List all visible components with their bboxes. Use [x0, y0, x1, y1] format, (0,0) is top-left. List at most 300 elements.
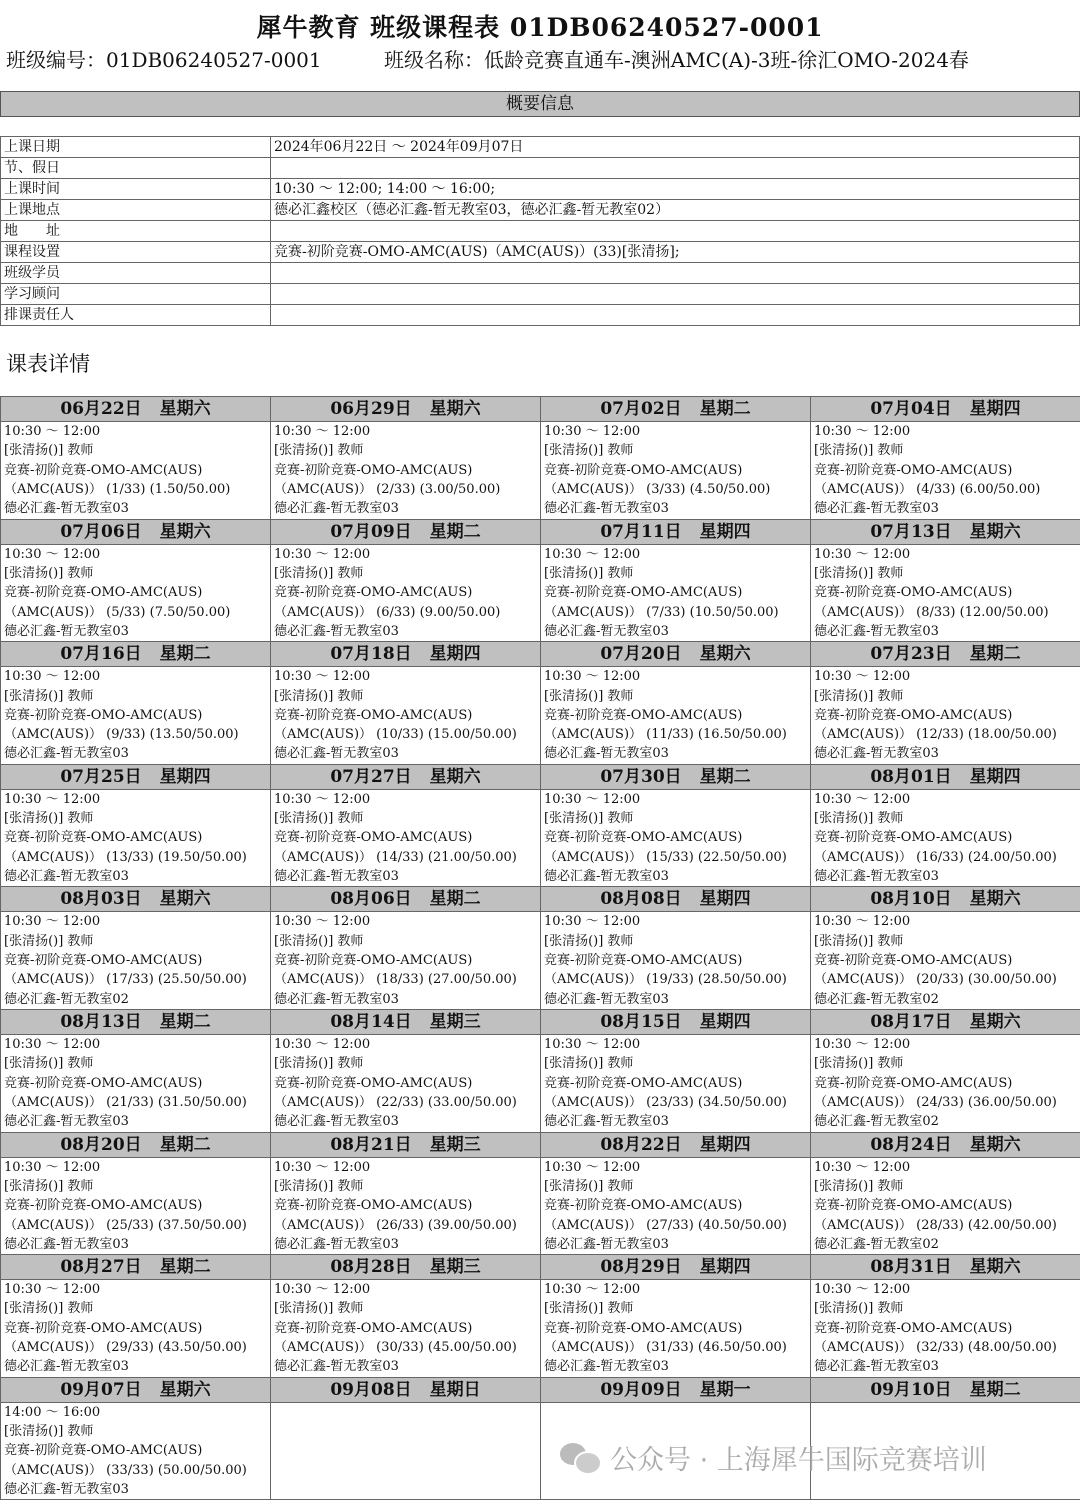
session-weekday: 星期六: [969, 521, 1021, 542]
session-progress: （AMC(AUS)） (10/33) (15.00/50.00): [274, 727, 517, 743]
class-code: 班级编号：01DB06240527-0001: [6, 48, 322, 72]
class-header: [6, 44, 1025, 73]
session-time: 14:00 ～ 16:00: [4, 1404, 101, 1420]
session-weekday: 星期二: [699, 399, 751, 419]
session-room: 德必汇鑫-暂无教室03: [274, 501, 399, 517]
schedule-cell-header: [811, 520, 1080, 545]
session-time: 10:30 ～ 12:00: [274, 1159, 371, 1175]
session-weekday: 星期六: [969, 1257, 1021, 1278]
schedule-cell: [0, 1132, 271, 1256]
session-time: 10:30 ～ 12:00: [814, 791, 911, 807]
session-progress: （AMC(AUS)） (19/33) (28.50/50.00): [544, 972, 787, 988]
session-date: 08月21日: [330, 1134, 412, 1155]
schedule-cell: [540, 641, 811, 765]
schedule-cell-header: [811, 1010, 1080, 1035]
session-progress: （AMC(AUS)） (4/33) (6.00/50.00): [814, 481, 1041, 497]
overview-row: [1, 200, 1080, 221]
schedule-cell-header: [271, 397, 540, 422]
session-progress: （AMC(AUS)） (26/33) (39.00/50.00): [274, 1217, 517, 1233]
schedule-cell: [540, 519, 811, 643]
session-teacher: [张清扬()] 教师: [4, 1301, 94, 1317]
schedule-cell: [540, 886, 811, 1010]
overview-label: 学习顾问: [1, 284, 271, 305]
session-room: 德必汇鑫-暂无教室02: [814, 1114, 939, 1130]
session-teacher: [张清扬()] 教师: [4, 1424, 94, 1440]
session-room: 德必汇鑫-暂无教室03: [4, 501, 129, 517]
session-room: 德必汇鑫-暂无教室03: [814, 746, 939, 762]
schedule-cell-header: [271, 765, 540, 790]
session-weekday: 星期六: [969, 1134, 1021, 1155]
schedule-cell: [810, 1254, 1080, 1378]
session-teacher: [张清扬()] 教师: [544, 811, 634, 827]
session-time: 10:30 ～ 12:00: [814, 1159, 911, 1175]
session-weekday: 星期三: [429, 1257, 481, 1278]
schedule-cell-header: [271, 1010, 540, 1035]
session-date: 09月08日: [330, 1379, 412, 1400]
session-room: 德必汇鑫-暂无教室03: [544, 623, 669, 639]
session-progress: （AMC(AUS)） (5/33) (7.50/50.00): [4, 604, 231, 620]
session-date: 09月07日: [60, 1379, 142, 1400]
overview-row: [1, 137, 1080, 158]
schedule-cell: [270, 886, 541, 1010]
session-weekday: 星期六: [699, 644, 751, 665]
overview-value: 10:30 ～ 12:00; 14:00 ～ 16:00;: [271, 179, 1080, 200]
session-teacher: [张清扬()] 教师: [814, 443, 904, 459]
session-date: 07月02日: [600, 399, 682, 419]
schedule-cell: [270, 519, 541, 643]
session-course: 竞赛-初阶竞赛-OMO-AMC(AUS): [814, 1320, 1013, 1336]
schedule-cell: [0, 886, 271, 1010]
session-date: 08月10日: [870, 889, 952, 910]
schedule-cell-header: [541, 1010, 810, 1035]
session-room: 德必汇鑫-暂无教室03: [544, 1236, 669, 1252]
overview-label: 上课时间: [1, 179, 271, 200]
schedule-cell-header: [811, 1255, 1080, 1280]
session-room: 德必汇鑫-暂无教室03: [544, 746, 669, 762]
session-teacher: [张清扬()] 教师: [814, 933, 904, 949]
schedule-cell-header: [1, 397, 270, 422]
session-date: 08月31日: [870, 1257, 952, 1278]
schedule-cell: [810, 764, 1080, 888]
session-date: 07月30日: [600, 766, 682, 787]
session-date: 07月16日: [60, 644, 142, 665]
schedule-cell-header: [271, 520, 540, 545]
class-name: 班级名称：低龄竞赛直通车-澳洲AMC(A)-3班-徐汇OMO-2024春: [384, 48, 969, 72]
schedule-detail-title: 课表详情: [6, 352, 90, 376]
session-progress: （AMC(AUS)） (17/33) (25.50/50.00): [4, 972, 247, 988]
session-course: 竞赛-初阶竞赛-OMO-AMC(AUS): [544, 830, 743, 846]
schedule-cell: [810, 641, 1080, 765]
session-room: 德必汇鑫-暂无教室03: [4, 746, 129, 762]
session-weekday: 星期六: [429, 399, 481, 419]
page-title: 犀牛教育 班级课程表 01DB06240527-0001: [256, 13, 824, 42]
schedule-cell-header: [811, 765, 1080, 790]
schedule-cell: [270, 1132, 541, 1256]
session-room: 德必汇鑫-暂无教室03: [544, 1114, 669, 1130]
session-progress: （AMC(AUS)） (23/33) (34.50/50.00): [544, 1094, 787, 1110]
session-date: 07月04日: [870, 399, 952, 419]
watermark: [560, 1434, 1060, 1480]
schedule-cell: [270, 641, 541, 765]
overview-title: 概要信息: [0, 91, 1080, 117]
schedule-cell-header: [811, 887, 1080, 912]
schedule-cell: [540, 396, 811, 520]
session-time: 10:30 ～ 12:00: [4, 669, 101, 685]
session-weekday: 星期一: [699, 1379, 751, 1400]
session-teacher: [张清扬()] 教师: [814, 1056, 904, 1072]
session-time: 10:30 ～ 12:00: [4, 791, 101, 807]
watermark-text: 公众号 · 上海犀牛国际竞赛培训: [610, 1444, 987, 1476]
session-progress: （AMC(AUS)） (15/33) (22.50/50.00): [544, 849, 787, 865]
session-teacher: [张清扬()] 教师: [544, 688, 634, 704]
overview-table: [0, 136, 1080, 326]
schedule-cell: [810, 396, 1080, 520]
overview-row: [1, 305, 1080, 326]
session-course: 竞赛-初阶竞赛-OMO-AMC(AUS): [814, 1075, 1013, 1091]
schedule-cell: [270, 1377, 541, 1500]
session-teacher: [张清扬()] 教师: [544, 933, 634, 949]
schedule-cell-header: [541, 397, 810, 422]
session-course: 竞赛-初阶竞赛-OMO-AMC(AUS): [274, 707, 473, 723]
session-time: 10:30 ～ 12:00: [274, 424, 371, 439]
session-weekday: 星期四: [969, 766, 1021, 787]
session-progress: （AMC(AUS)） (3/33) (4.50/50.00): [544, 481, 771, 497]
session-course: 竞赛-初阶竞赛-OMO-AMC(AUS): [4, 1443, 203, 1459]
overview-value: [271, 284, 1080, 305]
overview-value: [271, 158, 1080, 179]
session-progress: （AMC(AUS)） (8/33) (12.00/50.00): [814, 604, 1049, 620]
overview-row: [1, 263, 1080, 284]
session-time: 10:30 ～ 12:00: [814, 424, 911, 439]
session-course: 竞赛-初阶竞赛-OMO-AMC(AUS): [4, 1320, 203, 1336]
session-time: 10:30 ～ 12:00: [544, 1282, 641, 1298]
session-progress: （AMC(AUS)） (9/33) (13.50/50.00): [4, 727, 239, 743]
session-weekday: 星期四: [699, 889, 751, 910]
schedule-cell: [810, 1132, 1080, 1256]
overview-label: 课程设置: [1, 242, 271, 263]
session-date: 08月29日: [600, 1257, 682, 1278]
session-date: 08月28日: [330, 1257, 412, 1278]
session-weekday: 星期二: [159, 1134, 211, 1155]
session-course: 竞赛-初阶竞赛-OMO-AMC(AUS): [544, 1075, 743, 1091]
session-date: 07月18日: [330, 644, 412, 665]
session-date: 09月10日: [870, 1379, 952, 1400]
session-course: 竞赛-初阶竞赛-OMO-AMC(AUS): [274, 953, 473, 968]
session-progress: （AMC(AUS)） (32/33) (48.00/50.00): [814, 1340, 1057, 1356]
session-course: 竞赛-初阶竞赛-OMO-AMC(AUS): [274, 585, 473, 601]
session-date: 08月13日: [60, 1011, 142, 1032]
session-time: 10:30 ～ 12:00: [274, 546, 371, 562]
session-teacher: [张清扬()] 教师: [4, 811, 94, 827]
session-room: 德必汇鑫-暂无教室03: [274, 1359, 399, 1375]
session-room: 德必汇鑫-暂无教室03: [814, 869, 939, 885]
session-room: 德必汇鑫-暂无教室03: [274, 991, 399, 1007]
session-room: 德必汇鑫-暂无教室03: [814, 501, 939, 517]
session-course: 竞赛-初阶竞赛-OMO-AMC(AUS): [4, 1198, 203, 1214]
session-time: 10:30 ～ 12:00: [544, 791, 641, 807]
session-time: 10:30 ～ 12:00: [814, 1036, 911, 1052]
session-date: 07月13日: [870, 521, 952, 542]
schedule-grid: [0, 396, 1080, 1500]
session-progress: （AMC(AUS)） (7/33) (10.50/50.00): [544, 604, 779, 620]
session-course: 竞赛-初阶竞赛-OMO-AMC(AUS): [544, 585, 743, 601]
session-room: 德必汇鑫-暂无教室03: [4, 869, 129, 885]
session-weekday: 星期六: [159, 399, 211, 419]
session-weekday: 星期四: [429, 644, 481, 665]
session-weekday: 星期二: [969, 1379, 1021, 1400]
session-course: 竞赛-初阶竞赛-OMO-AMC(AUS): [544, 1198, 743, 1214]
session-time: 10:30 ～ 12:00: [814, 1282, 911, 1298]
session-course: 竞赛-初阶竞赛-OMO-AMC(AUS): [274, 1075, 473, 1091]
session-progress: （AMC(AUS)） (21/33) (31.50/50.00): [4, 1094, 247, 1110]
session-time: 10:30 ～ 12:00: [544, 914, 641, 930]
session-progress: （AMC(AUS)） (22/33) (33.00/50.00): [274, 1094, 517, 1110]
wechat-icon: [560, 1439, 600, 1475]
session-weekday: 星期二: [429, 521, 481, 542]
session-course: 竞赛-初阶竞赛-OMO-AMC(AUS): [274, 830, 473, 846]
session-progress: （AMC(AUS)） (25/33) (37.50/50.00): [4, 1217, 247, 1233]
session-room: 德必汇鑫-暂无教室03: [544, 501, 669, 517]
session-teacher: [张清扬()] 教师: [814, 688, 904, 704]
session-date: 08月01日: [870, 766, 952, 787]
schedule-cell: [810, 886, 1080, 1010]
schedule-cell-header: [1, 1255, 270, 1280]
schedule-cell-header: [541, 1133, 810, 1158]
session-date: 07月25日: [60, 766, 142, 787]
session-weekday: 星期六: [159, 1379, 211, 1400]
session-weekday: 星期六: [969, 889, 1021, 910]
schedule-cell: [0, 1377, 271, 1500]
session-course: 竞赛-初阶竞赛-OMO-AMC(AUS): [544, 707, 743, 723]
schedule-cell: [270, 764, 541, 888]
overview-value: 竞赛-初阶竞赛-OMO-AMC(AUS)（AMC(AUS)）(33)[张清扬];: [271, 242, 1080, 263]
session-progress: （AMC(AUS)） (11/33) (16.50/50.00): [544, 727, 787, 743]
session-progress: （AMC(AUS)） (13/33) (19.50/50.00): [4, 849, 247, 865]
session-course: 竞赛-初阶竞赛-OMO-AMC(AUS): [274, 1198, 473, 1214]
session-room: 德必汇鑫-暂无教室02: [814, 991, 939, 1007]
session-teacher: [张清扬()] 教师: [274, 933, 364, 949]
schedule-cell-header: [541, 642, 810, 667]
session-teacher: [张清扬()] 教师: [814, 1301, 904, 1317]
session-weekday: 星期六: [159, 521, 211, 542]
session-time: 10:30 ～ 12:00: [544, 1159, 641, 1175]
session-course: 竞赛-初阶竞赛-OMO-AMC(AUS): [4, 1075, 203, 1091]
session-time: 10:30 ～ 12:00: [4, 424, 101, 439]
schedule-cell-header: [541, 1378, 810, 1403]
session-time: 10:30 ～ 12:00: [544, 669, 641, 685]
schedule-cell-header: [271, 642, 540, 667]
schedule-cell: [0, 641, 271, 765]
session-course: 竞赛-初阶竞赛-OMO-AMC(AUS): [4, 830, 203, 846]
session-room: 德必汇鑫-暂无教室03: [814, 623, 939, 639]
session-progress: （AMC(AUS)） (27/33) (40.50/50.00): [544, 1217, 787, 1233]
session-teacher: [张清扬()] 教师: [544, 1056, 634, 1072]
session-date: 08月20日: [60, 1134, 142, 1155]
session-teacher: [张清扬()] 教师: [274, 811, 364, 827]
schedule-cell-header: [541, 520, 810, 545]
session-teacher: [张清扬()] 教师: [4, 688, 94, 704]
session-room: 德必汇鑫-暂无教室03: [544, 869, 669, 885]
schedule-cell: [0, 396, 271, 520]
schedule-cell: [0, 1009, 271, 1133]
overview-label: 节、假日: [1, 158, 271, 179]
session-time: 10:30 ～ 12:00: [544, 1036, 641, 1052]
schedule-cell: [810, 1009, 1080, 1133]
session-time: 10:30 ～ 12:00: [4, 1036, 101, 1052]
schedule-cell-header: [541, 765, 810, 790]
session-date: 07月27日: [330, 766, 412, 787]
session-course: 竞赛-初阶竞赛-OMO-AMC(AUS): [4, 953, 203, 968]
schedule-cell-header: [811, 642, 1080, 667]
overview-label: 地 址: [1, 221, 271, 242]
session-weekday: 星期六: [159, 889, 211, 910]
session-progress: （AMC(AUS)） (28/33) (42.00/50.00): [814, 1217, 1057, 1233]
session-date: 07月23日: [870, 644, 952, 665]
session-weekday: 星期四: [699, 1011, 751, 1032]
overview-value: [271, 221, 1080, 242]
session-time: 10:30 ～ 12:00: [274, 1282, 371, 1298]
overview-row: [1, 284, 1080, 305]
schedule-cell: [270, 396, 541, 520]
session-date: 09月09日: [600, 1379, 682, 1400]
session-date: 08月27日: [60, 1257, 142, 1278]
session-room: 德必汇鑫-暂无教室03: [274, 869, 399, 885]
session-time: 10:30 ～ 12:00: [4, 1282, 101, 1298]
session-progress: （AMC(AUS)） (12/33) (18.00/50.00): [814, 727, 1057, 743]
overview-label: 班级学员: [1, 263, 271, 284]
schedule-cell: [0, 519, 271, 643]
session-teacher: [张清扬()] 教师: [814, 811, 904, 827]
session-time: 10:30 ～ 12:00: [544, 424, 641, 439]
overview-value: [271, 263, 1080, 284]
session-progress: （AMC(AUS)） (18/33) (27.00/50.00): [274, 972, 517, 988]
overview-row: [1, 221, 1080, 242]
session-date: 07月11日: [600, 521, 682, 542]
session-weekday: 星期二: [699, 766, 751, 787]
session-weekday: 星期六: [969, 1011, 1021, 1032]
overview-row: [1, 179, 1080, 200]
session-weekday: 星期四: [159, 766, 211, 787]
session-weekday: 星期六: [429, 766, 481, 787]
session-progress: （AMC(AUS)） (2/33) (3.00/50.00): [274, 481, 501, 497]
session-teacher: [张清扬()] 教师: [814, 1178, 904, 1194]
session-room: 德必汇鑫-暂无教室02: [4, 991, 129, 1007]
session-course: 竞赛-初阶竞赛-OMO-AMC(AUS): [544, 462, 743, 478]
session-room: 德必汇鑫-暂无教室03: [544, 1359, 669, 1375]
session-time: 10:30 ～ 12:00: [814, 546, 911, 562]
session-time: 10:30 ～ 12:00: [4, 1159, 101, 1175]
session-time: 10:30 ～ 12:00: [274, 1036, 371, 1052]
session-teacher: [张清扬()] 教师: [274, 1178, 364, 1194]
session-progress: （AMC(AUS)） (20/33) (30.00/50.00): [814, 972, 1057, 988]
session-time: 10:30 ～ 12:00: [814, 669, 911, 685]
session-time: 10:30 ～ 12:00: [274, 914, 371, 930]
overview-label: 上课地点: [1, 200, 271, 221]
schedule-cell-header: [271, 1255, 540, 1280]
session-time: 10:30 ～ 12:00: [544, 546, 641, 562]
overview-value: [271, 305, 1080, 326]
session-teacher: [张清扬()] 教师: [544, 1301, 634, 1317]
session-course: 竞赛-初阶竞赛-OMO-AMC(AUS): [814, 707, 1013, 723]
schedule-cell-header: [811, 1378, 1080, 1403]
session-course: 竞赛-初阶竞赛-OMO-AMC(AUS): [814, 830, 1013, 846]
schedule-cell-header: [811, 1133, 1080, 1158]
overview-row: [1, 242, 1080, 263]
session-date: 06月29日: [330, 399, 412, 419]
schedule-cell: [540, 764, 811, 888]
session-teacher: [张清扬()] 教师: [274, 443, 364, 459]
session-date: 07月06日: [60, 521, 142, 542]
session-room: 德必汇鑫-暂无教室03: [4, 623, 129, 639]
session-teacher: [张清扬()] 教师: [274, 1301, 364, 1317]
schedule-cell-header: [811, 397, 1080, 422]
session-time: 10:30 ～ 12:00: [274, 791, 371, 807]
session-room: 德必汇鑫-暂无教室03: [4, 1114, 129, 1130]
session-weekday: 星期三: [429, 1011, 481, 1032]
session-date: 08月17日: [870, 1011, 952, 1032]
session-teacher: [张清扬()] 教师: [544, 1178, 634, 1194]
session-course: 竞赛-初阶竞赛-OMO-AMC(AUS): [4, 462, 203, 478]
session-weekday: 星期二: [969, 644, 1021, 665]
overview-row: [1, 158, 1080, 179]
session-date: 08月06日: [330, 889, 412, 910]
session-progress: （AMC(AUS)） (30/33) (45.00/50.00): [274, 1340, 517, 1356]
session-weekday: 星期四: [969, 399, 1021, 419]
session-course: 竞赛-初阶竞赛-OMO-AMC(AUS): [544, 953, 743, 968]
session-date: 08月15日: [600, 1011, 682, 1032]
overview-value: 德必汇鑫校区（德必汇鑫-暂无教室03，德必汇鑫-暂无教室02）: [271, 200, 1080, 221]
session-weekday: 星期三: [429, 1134, 481, 1155]
schedule-cell-header: [1, 1133, 270, 1158]
session-teacher: [张清扬()] 教师: [4, 933, 94, 949]
session-teacher: [张清扬()] 教师: [814, 565, 904, 581]
schedule-cell-header: [541, 1255, 810, 1280]
session-weekday: 星期二: [159, 1257, 211, 1278]
session-time: 10:30 ～ 12:00: [4, 546, 101, 562]
session-teacher: [张清扬()] 教师: [544, 443, 634, 459]
schedule-cell: [0, 1254, 271, 1378]
session-date: 08月08日: [600, 889, 682, 910]
session-room: 德必汇鑫-暂无教室03: [814, 1359, 939, 1375]
session-course: 竞赛-初阶竞赛-OMO-AMC(AUS): [274, 1320, 473, 1336]
session-progress: （AMC(AUS)） (1/33) (1.50/50.00): [4, 481, 231, 497]
session-date: 08月03日: [60, 889, 142, 910]
session-room: 德必汇鑫-暂无教室03: [544, 991, 669, 1007]
session-weekday: 星期四: [699, 521, 751, 542]
session-room: 德必汇鑫-暂无教室03: [274, 1114, 399, 1130]
session-course: 竞赛-初阶竞赛-OMO-AMC(AUS): [544, 1320, 743, 1336]
session-room: 德必汇鑫-暂无教室03: [274, 1236, 399, 1252]
session-time: 10:30 ～ 12:00: [274, 669, 371, 685]
schedule-cell-header: [271, 1378, 540, 1403]
schedule-cell: [540, 1009, 811, 1133]
session-room: 德必汇鑫-暂无教室03: [4, 1359, 129, 1375]
session-date: 06月22日: [60, 399, 142, 419]
session-weekday: 星期二: [429, 889, 481, 910]
schedule-cell-header: [271, 887, 540, 912]
session-date: 07月09日: [330, 521, 412, 542]
overview-label: 上课日期: [1, 137, 271, 158]
session-teacher: [张清扬()] 教师: [4, 1178, 94, 1194]
session-date: 07月20日: [600, 644, 682, 665]
session-progress: （AMC(AUS)） (6/33) (9.00/50.00): [274, 604, 501, 620]
session-course: 竞赛-初阶竞赛-OMO-AMC(AUS): [814, 1198, 1013, 1214]
session-course: 竞赛-初阶竞赛-OMO-AMC(AUS): [274, 462, 473, 478]
schedule-cell-header: [541, 887, 810, 912]
session-date: 08月14日: [330, 1011, 412, 1032]
session-time: 10:30 ～ 12:00: [4, 914, 101, 930]
schedule-cell-header: [1, 1010, 270, 1035]
